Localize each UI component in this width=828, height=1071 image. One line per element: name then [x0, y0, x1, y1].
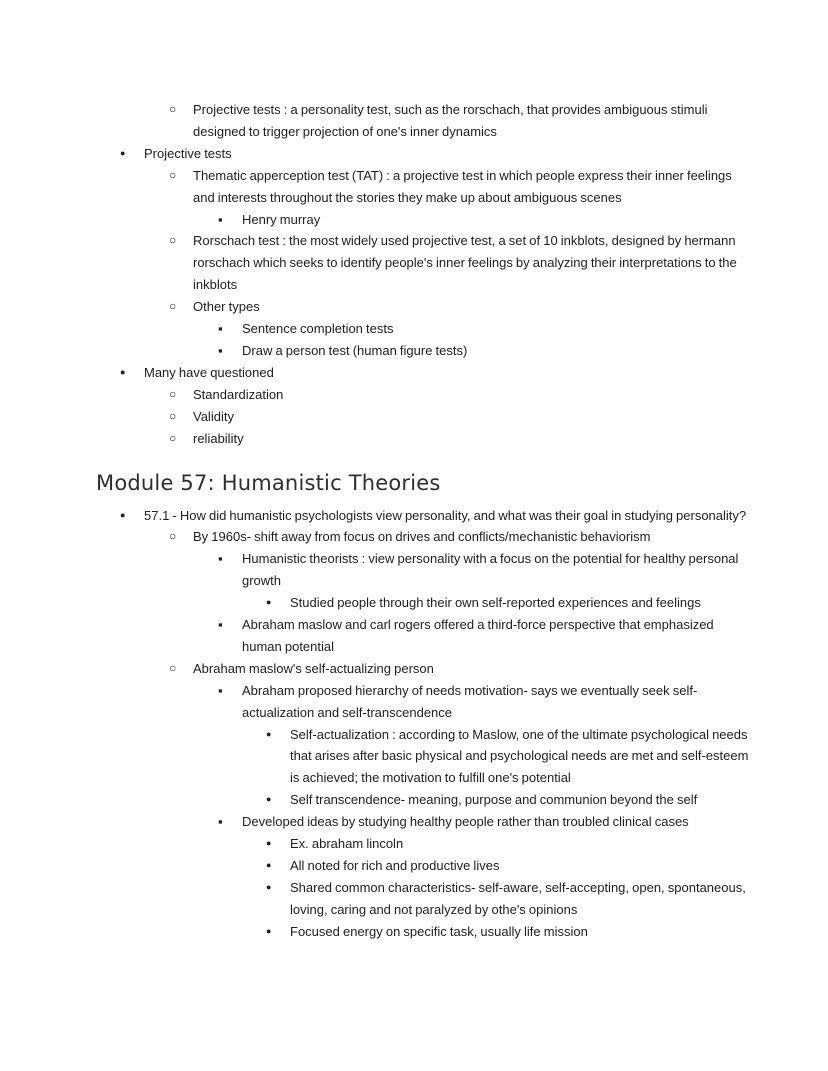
bullet-disc-icon: ●	[266, 925, 272, 936]
bullet-disc-icon: ●	[266, 794, 272, 805]
list-item	[266, 877, 756, 921]
bullet-circle-icon: ○	[169, 408, 177, 423]
list-item	[218, 209, 756, 231]
bullet-square-icon: ▪	[218, 211, 223, 227]
list-item-text: Developed ideas by studying healthy people rather than troubled clinical cases	[242, 814, 689, 830]
list-item-text: Abraham proposed hierarchy of needs motivation- says we eventually seek self-actualization and self-transcendence	[242, 682, 698, 720]
list-item-text: By 1960s- shift away from focus on drives and conflicts/mechanistic behaviorism	[193, 529, 651, 545]
bullet-disc-icon: ●	[120, 147, 126, 158]
list-item-text: Shared common characteristics- self-aware, self-accepting, open, spontaneous, loving, caring and not paralyzed by othe's opinions	[290, 879, 746, 917]
list-item	[120, 362, 756, 384]
bullet-circle-icon: ○	[169, 529, 177, 544]
bullet-square-icon: ▪	[218, 342, 223, 358]
section-heading: Module 57: Humanistic Theories	[96, 470, 441, 495]
list-item	[266, 921, 756, 943]
list-item-text: Ex. abraham lincoln	[290, 836, 404, 852]
bullet-disc-icon: ●	[120, 366, 126, 377]
bullet-circle-icon: ○	[169, 660, 177, 675]
list-item	[169, 296, 756, 318]
list-item	[120, 143, 756, 165]
list-item-text: Humanistic theorists : view personality with a focus on the potential for healthy personal growth	[242, 551, 739, 589]
list-item	[266, 855, 756, 877]
list-item	[218, 680, 756, 724]
bullet-disc-icon: ●	[266, 881, 272, 892]
bullet-circle-icon: ○	[169, 386, 177, 401]
list-item	[218, 318, 756, 340]
bullet-disc-icon: ●	[266, 728, 272, 739]
bullet-circle-icon: ○	[169, 430, 177, 445]
bullet-circle-icon: ○	[169, 102, 177, 116]
bullet-square-icon: ▪	[218, 321, 223, 337]
bullet-circle-icon: ○	[169, 233, 177, 248]
list-item-text: Studied people through their own self-reported experiences and feelings	[290, 595, 701, 611]
bullet-disc-icon: ●	[266, 597, 272, 608]
bullet-disc-icon: ●	[266, 838, 272, 849]
list-item-text: Self-actualization : according to Maslow, one of the ultimate psychological needs that arises after basic physical and psychological needs are met and self-esteem is achieved; the motivation to fulfill one's potential	[290, 726, 749, 786]
list-item-text: Projective tests : a personality test, such as the rorschach, that provides ambiguous stimuli designed to trigger projection of one's inner dynamics	[193, 102, 708, 139]
list-item	[120, 505, 756, 527]
list-item-text: Abraham maslow's self-actualizing person	[193, 660, 434, 676]
list-item-text: Focused energy on specific task, usually life mission	[290, 923, 588, 939]
list-item-text: Henry murray	[242, 211, 321, 227]
bullet-square-icon: ▪	[218, 682, 223, 698]
list-item-text: Projective tests	[144, 145, 232, 161]
list-item	[266, 592, 756, 614]
bullet-circle-icon: ○	[169, 167, 177, 182]
list-item	[169, 230, 756, 296]
list-item	[218, 340, 756, 362]
list-item-text: Validity	[193, 408, 234, 424]
list-item	[218, 548, 756, 592]
list-item	[169, 165, 756, 209]
list-item-text: Self transcendence- meaning, purpose and communion beyond the self	[290, 792, 698, 808]
list-item-text: 57.1 - How did humanistic psychologists view personality, and what was their goal in studying personality?	[144, 507, 747, 523]
list-item	[169, 526, 756, 548]
list-item	[218, 614, 756, 658]
list-item-text: Many have questioned	[144, 364, 274, 380]
list-item	[266, 789, 756, 811]
list-item-text: Rorschach test : the most widely used projective test, a set of 10 inkblots, designed by hermann rorschach which seeks to identify people's inner feelings by analyzing their interpretations to the inkblots	[193, 233, 737, 293]
list-item-text: Thematic apperception test (TAT) : a projective test in which people express their inner feelings and interests throughout the stories they make up about ambiguous scenes	[193, 167, 732, 205]
bullet-square-icon: ▪	[218, 551, 223, 567]
list-item	[169, 428, 756, 450]
list-item-text: Sentence completion tests	[242, 321, 394, 337]
bullet-disc-icon: ●	[266, 860, 272, 870]
list-item	[169, 658, 756, 680]
notes-outline	[96, 99, 756, 943]
list-item-text: reliability	[193, 430, 244, 446]
list-item	[169, 384, 756, 406]
bullet-square-icon: ▪	[218, 814, 223, 830]
list-item	[266, 724, 756, 790]
bullet-circle-icon: ○	[169, 299, 177, 314]
list-item	[169, 406, 756, 428]
list-item-text: Abraham maslow and carl rogers offered a third-force perspective that emphasized human potential	[242, 617, 714, 654]
bullet-square-icon: ▪	[218, 617, 223, 633]
list-item-text: Draw a person test (human figure tests)	[242, 342, 468, 358]
list-item-text: Standardization	[193, 386, 284, 402]
bullet-disc-icon: ●	[120, 509, 126, 520]
list-item	[266, 833, 756, 855]
list-item-text: All noted for rich and productive lives	[290, 858, 500, 873]
list-item-text: Other types	[193, 299, 260, 315]
list-item	[218, 811, 756, 833]
list-item	[169, 99, 756, 143]
